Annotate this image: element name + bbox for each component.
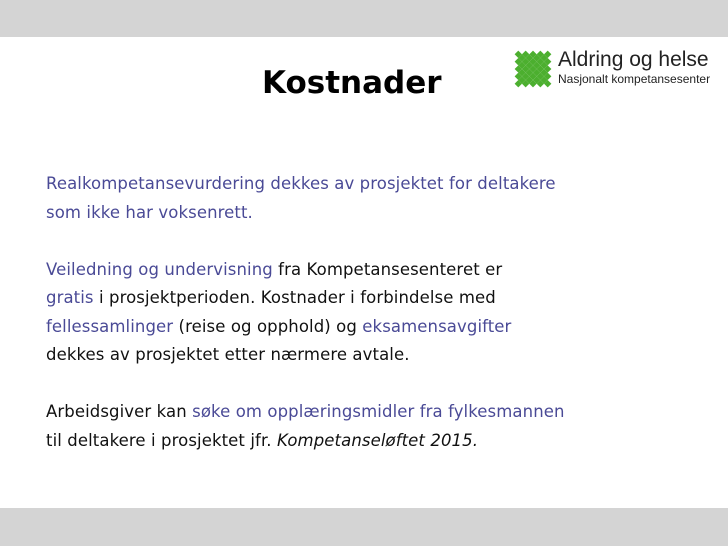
text-segment: fra Kompetansesenteret er <box>272 259 503 279</box>
logo-name: Aldring og helse <box>558 48 709 71</box>
text-line <box>46 199 718 228</box>
text-segment: Arbeidsgiver kan <box>46 402 193 421</box>
paragraph <box>46 256 718 370</box>
paragraph-gap <box>46 370 718 399</box>
slide-title: Kostnader <box>262 65 442 101</box>
highlighted-text: som ikke har voksenrett. <box>46 202 253 222</box>
highlighted-text: Veiledning og undervisning <box>46 259 273 279</box>
highlighted-text: eksamensavgifter <box>362 316 512 336</box>
highlighted-text: søke om opplæringsmidler fra fylkesmannen <box>192 402 565 421</box>
italic-text: Kompetanseløftet 2015. <box>277 430 479 450</box>
text-line <box>46 313 718 342</box>
text-line <box>46 398 718 427</box>
highlighted-text: Realkompetansevurdering dekkes av prosjektet for deltakere <box>46 174 556 193</box>
text-line <box>46 256 718 285</box>
logo <box>510 46 720 92</box>
logo-subtitle: Nasjonalt kompetansesenter <box>558 72 711 86</box>
text-line <box>46 284 718 313</box>
text-line <box>46 427 718 456</box>
text-line <box>46 341 718 370</box>
paragraph-gap <box>46 227 718 256</box>
paragraph <box>46 170 718 227</box>
text-segment: dekkes av prosjektet etter nærmere avtale. <box>46 345 410 364</box>
highlighted-text: gratis <box>46 288 94 307</box>
top-bar <box>0 0 728 37</box>
text-segment: (reise og opphold) og <box>173 316 363 336</box>
highlighted-text: fellessamlinger <box>46 316 174 336</box>
text-segment: til deltakere i prosjektet jfr. <box>46 430 278 450</box>
text-line <box>46 170 718 199</box>
body-text <box>46 170 718 455</box>
bottom-bar <box>0 508 728 546</box>
paragraph <box>46 398 718 455</box>
text-segment: i prosjektperioden. Kostnader i forbindelse med <box>93 288 496 307</box>
diamond-grid-icon <box>510 46 556 92</box>
